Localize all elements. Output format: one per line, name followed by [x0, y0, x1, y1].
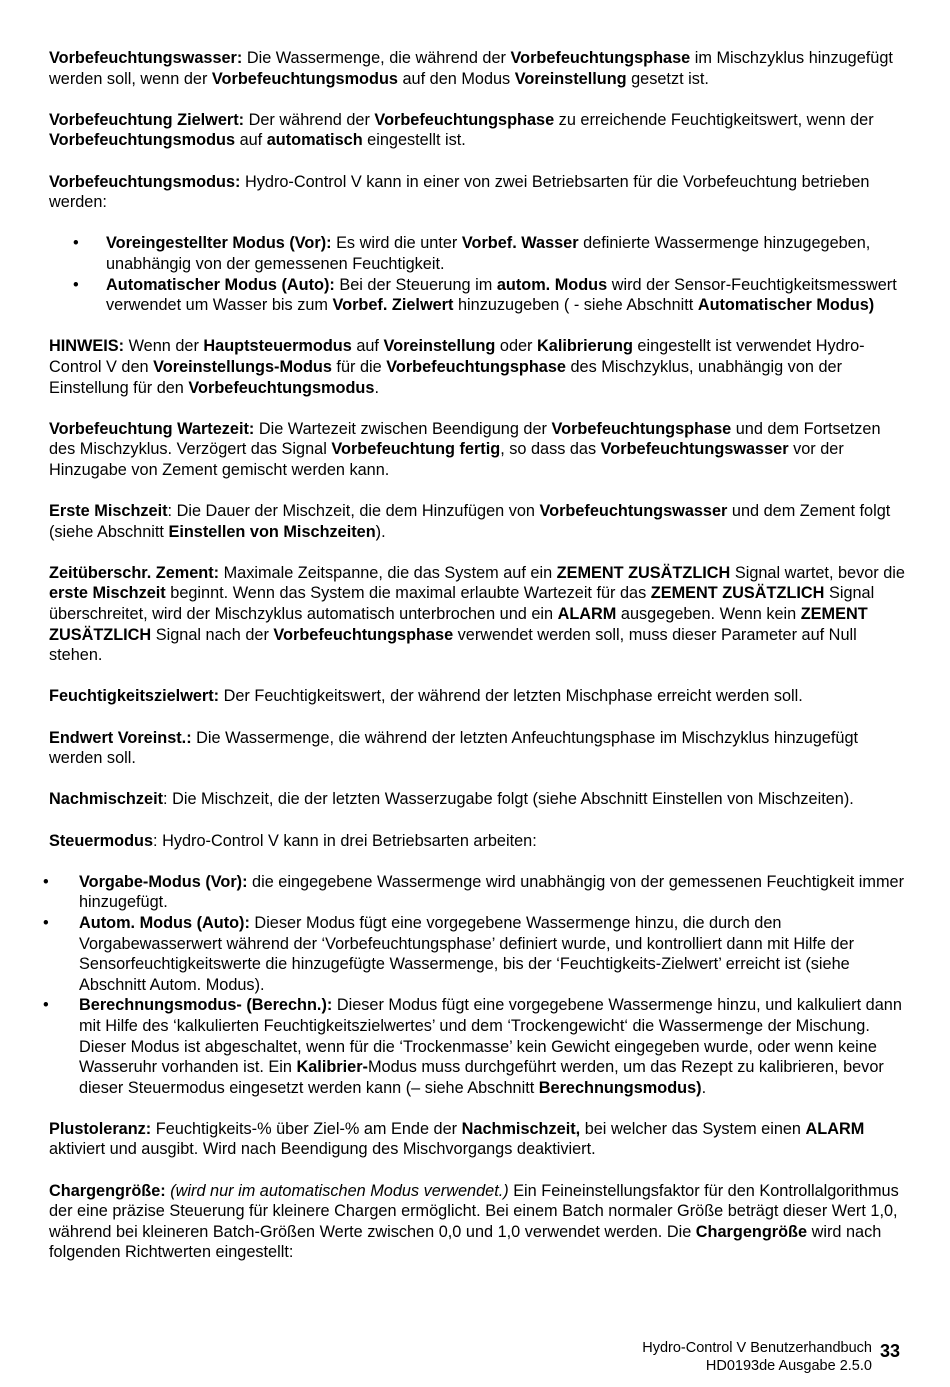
text-run: gesetzt ist. — [626, 69, 709, 88]
bold-term: Autom. Modus (Auto): — [79, 913, 250, 932]
footer-edition: HD0193de Ausgabe 2.5.0 — [705, 1357, 872, 1374]
bold-term: Vorbefeuchtungswasser — [600, 440, 789, 459]
text-run: aktiviert und ausgibt. Wird nach Beendigung des Mischvorgangs deaktiviert. — [49, 1140, 596, 1159]
text-run: eingestellt ist verwendet Hydro-Control V den — [49, 337, 865, 376]
bold-term: Vorbefeuchtungswasser: — [49, 49, 243, 67]
bold-term: ALARM — [805, 1119, 865, 1138]
paragraph — [49, 419, 909, 481]
bold-term: Vorbefeuchtungswasser — [539, 502, 728, 521]
bold-term: Automatischer Modus) — [697, 296, 875, 315]
document-body — [49, 48, 909, 1263]
text-run: Die Wassermenge, die während der — [242, 49, 511, 67]
bold-term: Berechnungsmodus) — [538, 1078, 702, 1097]
paragraph-spacer — [49, 851, 909, 872]
text-run: : Die Dauer der Mischzeit, die dem Hinzufügen von — [167, 502, 540, 521]
bold-term: Erste Mischzeit — [49, 502, 168, 521]
bold-term: Chargengröße: — [49, 1181, 166, 1200]
paragraph — [49, 728, 909, 769]
text-run: Signal überschreitet, wird der Mischzyklus automatisch unterbrochen und ein — [49, 584, 875, 624]
paragraph-spacer — [49, 398, 909, 419]
text-run: ausgegeben. Wenn kein — [616, 605, 801, 624]
bold-term: Vorbefeuchtungsmodus: — [49, 172, 241, 191]
page-number: 33 — [879, 1341, 900, 1361]
bold-term: Voreinstellung — [514, 69, 627, 88]
bold-term: Vorbefeuchtungsphase — [386, 357, 566, 376]
paragraph — [49, 686, 909, 707]
bold-term: Vorbefeuchtungsphase — [374, 110, 555, 129]
text-run: auf — [235, 131, 267, 150]
text-run: auf — [351, 337, 384, 356]
bold-term: Vorbefeuchtungsphase — [551, 419, 732, 438]
bold-term: Hauptsteuermodus — [203, 337, 352, 356]
text-run: : Die Mischzeit, die der letzten Wasserzugabe folgt (siehe Abschnitt Einstellen von Mischzeiten). — [163, 790, 854, 809]
paragraph — [49, 1119, 909, 1160]
bold-term: Endwert Voreinst.: — [49, 728, 192, 747]
italic-text: (wird nur im automatischen Modus verwendet.) — [170, 1181, 509, 1200]
text-run: Hydro-Control V kann in einer von zwei Betriebsarten für die Vorbefeuchtung betrieben werden: — [49, 172, 870, 212]
text-run: Die Wartezeit zwischen Beendigung der — [254, 419, 552, 438]
bold-term: Kalibrierung — [537, 337, 633, 356]
paragraph-spacer — [49, 542, 909, 563]
paragraph — [49, 501, 909, 542]
bullet-item — [49, 872, 909, 913]
bold-term: HINWEIS: — [49, 337, 125, 356]
text-run: bei welcher das System einen — [580, 1119, 806, 1138]
text-run: und dem Fortsetzen des Mischzyklus. Verzögert das Signal — [49, 419, 881, 459]
bold-term: Voreingestellter Modus (Vor): — [106, 234, 332, 253]
bold-term: Vorbefeuchtungsmodus — [49, 131, 236, 150]
text-run: . — [374, 378, 379, 397]
bold-term: Plustoleranz: — [49, 1119, 152, 1138]
bold-term: Vorbefeuchtung fertig — [331, 440, 501, 459]
text-run: eingestellt ist. — [362, 131, 466, 150]
bold-term: Nachmischzeit, — [461, 1119, 581, 1138]
paragraph — [49, 172, 909, 213]
text-run: Der Feuchtigkeitswert, der während der letzten Mischphase erreicht werden soll. — [219, 687, 803, 706]
text-run: beginnt. Wenn das System die maximal erlaubte Wartezeit für das — [165, 584, 651, 603]
text-run: zu erreichende Feuchtigkeitswert, wenn der — [554, 110, 874, 129]
bold-term: Vorbefeuchtung Wartezeit: — [49, 419, 255, 438]
bold-term: ALARM — [557, 605, 617, 624]
page-footer — [642, 1340, 900, 1375]
text-run: definierte Wassermenge hinzugegeben, unabhängig von der gemessenen Feuchtigkeit. — [106, 234, 871, 273]
text-run: oder — [495, 337, 537, 356]
text-run: Dieser Modus fügt eine vorgegebene Wassermenge hinzu, die durch den Vorgabewasserwert während der ‘Vorbefeuchtungsphase’ definiert wurde, und kontrolliert dann mit Hilfe der Sensorfeuchtigkeitswerte die hinzugefügte Wassermenge, bis der ‘Feuchtigkeits-Zielwert’ erreicht ist (siehe Abschnitt Autom. Modus). — [79, 913, 855, 994]
text-run: Modus muss durchgeführt werden, um das Rezept zu kalibrieren, bevor dieser Steuermodus eingesetzt werden kann (– siehe Abschnitt — [79, 1058, 884, 1097]
bullet-item — [49, 275, 909, 316]
bold-term: Vorbef. Wasser — [461, 234, 579, 253]
text-run: Signal nach der — [151, 625, 274, 644]
paragraph-spacer — [49, 769, 909, 790]
paragraph-spacer — [49, 480, 909, 501]
text-run: und dem Zement folgt (siehe Abschnitt — [49, 502, 891, 541]
bold-term: ZEMENT ZUSÄTZLICH — [650, 584, 825, 603]
paragraph-spacer — [49, 213, 909, 234]
paragraph — [49, 563, 909, 666]
paragraph — [49, 789, 909, 810]
bold-term: Chargengröße — [695, 1222, 808, 1241]
bold-term: erste Mischzeit — [49, 584, 166, 603]
text-run: hinzuzugeben ( - siehe Abschnitt — [453, 296, 698, 315]
paragraph — [49, 336, 909, 398]
bold-term: Vorgabe-Modus (Vor): — [79, 872, 248, 891]
bold-term: Voreinstellungs-Modus — [153, 357, 332, 376]
text-run: auf den Modus — [397, 69, 515, 88]
text-run: ). — [375, 522, 386, 541]
text-run: Dieser Modus fügt eine vorgegebene Wassermenge hinzu, und kalkuliert dann mit Hilfe des ‘kalkulierten Feuchtigkeitszielwertes’ und dem ‘Trockengewicht‘ die Wassermenge der Mischung. Dieser Modus ist abgeschaltet, wenn für die ‘Trockenmasse’ kein Gewicht eingegeben wurde, oder wenn keine Wasseruhr vorhanden ist. Ein — [79, 996, 902, 1077]
bold-term: Voreinstellung — [383, 337, 496, 356]
footer-text — [642, 1340, 872, 1375]
bold-term: automatisch — [266, 131, 363, 150]
text-run: Bei der Steuerung im — [334, 275, 497, 294]
text-run: Ein Feineinstellungsfaktor für den Kontrollalgorithmus der eine präzise Steuerung für kleinere Chargen ermöglicht. Bei einem Batch normaler Größe beträgt dieser Wert 1,0, während bei kleineren Batch-Größen Werte zwischen 0,0 und 1,0 verwendet werden. Die — [49, 1181, 899, 1241]
paragraph-spacer — [49, 810, 909, 831]
bold-term: Vorbefeuchtungsmodus — [188, 378, 375, 397]
bullet-item — [49, 995, 909, 1098]
text-run: Wenn der — [124, 337, 204, 356]
text-run: Signal wartet, bevor die — [730, 563, 905, 582]
paragraph-spacer — [49, 1160, 909, 1181]
paragraph-spacer — [49, 1098, 909, 1119]
text-run: Feuchtigkeits-% über Ziel-% am Ende der — [151, 1119, 462, 1138]
paragraph — [49, 48, 909, 89]
bold-term: Vorbefeuchtungsphase — [273, 625, 454, 644]
paragraph — [49, 831, 909, 852]
paragraph-spacer — [49, 89, 909, 110]
paragraph-spacer — [49, 151, 909, 172]
bold-term: Berechnungsmodus- (Berechn.): — [79, 996, 333, 1015]
bold-term: Kalibrier- — [296, 1058, 368, 1077]
bold-term: Zeitüberschr. Zement: — [49, 563, 220, 582]
bold-term: Vorbefeuchtungsmodus — [211, 69, 398, 88]
paragraph — [49, 110, 909, 151]
text-run: des Mischzyklus, unabhängig von der Einstellung für den — [49, 357, 842, 397]
text-run: Der während der — [244, 110, 375, 129]
bullet-item — [49, 913, 909, 995]
bold-term: Vorbefeuchtungsphase — [510, 49, 691, 67]
text-run: . — [701, 1078, 707, 1097]
text-run: für die — [331, 357, 387, 376]
text-run: verwendet werden soll, muss dieser Parameter auf Null stehen. — [49, 625, 857, 665]
bold-term: Nachmischzeit — [49, 790, 164, 809]
paragraph-spacer — [49, 666, 909, 687]
bold-term: ZEMENT ZUSÄTZLICH — [556, 563, 731, 582]
bold-term: ZEMENT ZUSÄTZLICH — [49, 605, 868, 644]
text-run: im Mischzyklus hinzugefügt werden soll, wenn der — [49, 49, 893, 88]
text-run: Die Wassermenge, die während der letzten Anfeuchtungsphase im Mischzyklus hinzugefügt werden soll. — [49, 728, 859, 768]
bold-term: Vorbef. Zielwert — [332, 296, 454, 315]
text-run: Es wird die unter — [331, 234, 462, 253]
bullet-list — [49, 233, 909, 315]
paragraph-spacer — [49, 707, 909, 728]
bold-term: autom. Modus — [496, 275, 608, 294]
footer-manual-title: Hydro-Control V Benutzerhandbuch — [642, 1340, 872, 1356]
bold-term: Steuermodus — [49, 831, 154, 850]
bullet-list — [49, 872, 909, 1099]
text-run: wird nach folgenden Richtwerten eingestellt: — [49, 1222, 882, 1262]
bold-term: Einstellen von Mischzeiten — [168, 522, 376, 541]
text-run: : Hydro-Control V kann in drei Betriebsarten arbeiten: — [153, 831, 537, 850]
text-run: , so dass das — [500, 440, 601, 459]
paragraph-spacer — [49, 316, 909, 337]
bullet-item — [49, 233, 909, 274]
text-run: die eingegebene Wassermenge wird unabhängig von der gemessenen Feuchtigkeit immer hinzugefügt. — [79, 872, 904, 912]
bold-term: Feuchtigkeitszielwert: — [49, 687, 220, 706]
text-run: vor der Hinzugabe von Zement gemischt werden kann. — [49, 440, 844, 479]
bold-term: Vorbefeuchtung Zielwert: — [49, 110, 245, 129]
text-run: Maximale Zeitspanne, die das System auf ein — [219, 563, 557, 582]
text-run: wird der Sensor-Feuchtigkeitsmesswert verwendet um Wasser bis zum — [106, 275, 897, 315]
paragraph — [49, 1181, 909, 1263]
bold-term: Automatischer Modus (Auto): — [106, 275, 335, 294]
